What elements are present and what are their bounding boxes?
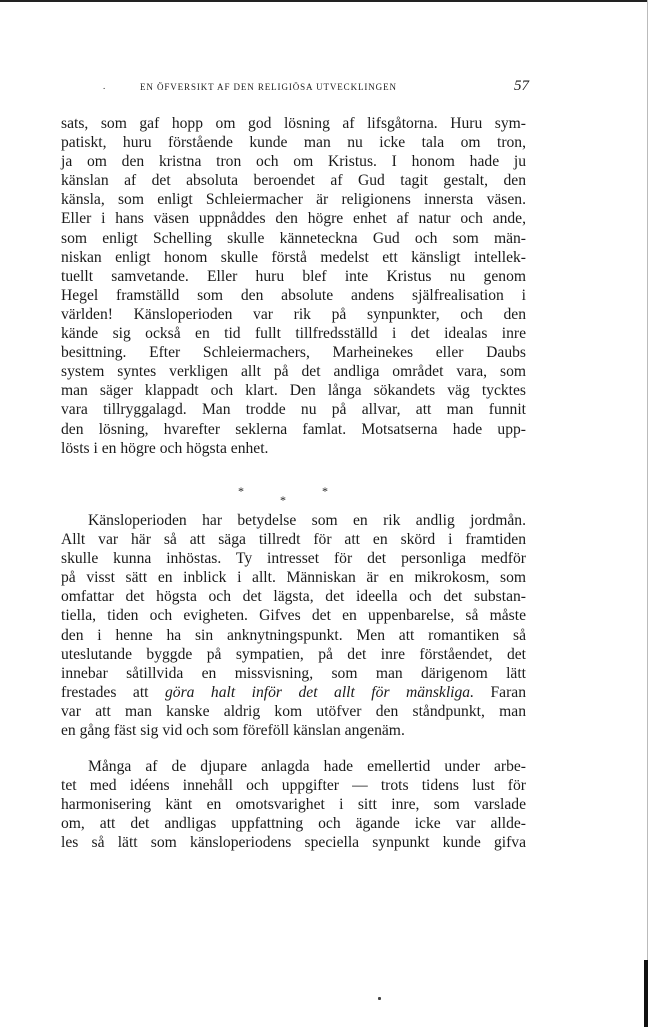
text-line: Eller i hans väsen uppnåddes den högre enhet af natur och ande,	[61, 210, 526, 228]
paragraph-3	[61, 757, 526, 852]
text-line: den lösning, hvarefter seklerna famlat. Motsatserna hade upp-	[61, 420, 526, 438]
top-border-rule	[0, 0, 648, 2]
section-separator	[230, 484, 340, 508]
print-speck	[378, 997, 381, 1000]
page-number: 57	[514, 78, 529, 94]
text-line: skulle kunna inhöstas. Ty intresset för det personliga medför	[61, 550, 526, 568]
text-line: ja om den kristna tron och om Kristus. I honom hade ju	[61, 153, 526, 171]
text-line: patiskt, huru förstående kunde man nu icke tala om tron,	[61, 134, 526, 152]
page-edge-shadow	[644, 960, 648, 1027]
text-line: besittning. Efter Schleiermachers, Marheinekes eller Daubs	[61, 344, 526, 362]
text-line: kände sig också en tid fullt tillfredsställd i det idealas inre	[61, 325, 526, 343]
text-line: vara tillryggalagd. Man trodde nu på allvar, att man funnit	[61, 401, 526, 419]
text-line	[61, 683, 526, 702]
text-line: som enligt Schelling skulle känneteckna Gud och som män-	[61, 229, 526, 247]
text-line: en gång fäst sig vid och som föreföll känslan angenäm.	[61, 722, 405, 740]
text-line: innebar såtillvida en missvisning, som man därigenom lätt	[61, 664, 526, 682]
text-line: Många af de djupare anlagda hade emellertid under arbe-	[88, 758, 526, 775]
text-run: Faran	[474, 683, 526, 701]
text-line: på visst sätt en inblick i allt. Människan är en mikrokosm, som	[61, 569, 526, 587]
header-mark: .	[103, 81, 106, 91]
text-line: lösts i en högre och högsta enhet.	[61, 439, 269, 457]
text-line: världen! Känsloperioden var rik på synpunkter, och den	[61, 305, 526, 323]
text-line: sats, som gaf hopp om god lösning af lifsgåtorna. Huru sym-	[61, 115, 526, 132]
text-line: tuellt samvetande. Eller huru blef inte Kristus nu genom	[61, 267, 526, 285]
text-line: system syntes verkligen allt på det andliga området vara, som	[61, 363, 526, 381]
paragraph-2	[61, 511, 526, 740]
separator-star: *	[238, 484, 244, 498]
text-line: Hegel framställd som den absolute andens själfrealisation i	[61, 286, 526, 304]
text-run: frestades att	[61, 683, 165, 701]
text-line: omfattar det högsta och det lägsta, det ideella och det substan-	[61, 588, 526, 606]
text-line: les så lätt som känsloperiodens speciella synpunkt kunde gifva	[61, 834, 526, 852]
emphasis-run: göra halt inför det allt för mänskliga.	[164, 683, 474, 701]
text-line: känsla, som enligt Schleiermacher är religionens innersta väsen.	[61, 191, 526, 209]
text-line: tiella, tiden och evigheten. Gifves det en uppenbarelse, så måste	[61, 607, 526, 625]
text-line: den i henne ha sin anknytningspunkt. Men att romantiken så	[61, 626, 526, 644]
text-line: harmonisering känt en omotsvarighet i sitt inre, som varslade	[61, 796, 526, 814]
text-line: uteslutande byggde på sympatien, på det inre förståendet, det	[61, 645, 526, 663]
text-line: var att man kanske aldrig kom utöfver den ståndpunkt, man	[61, 702, 526, 720]
text-line: Känsloperioden har betydelse som en rik andlig jordmån.	[88, 512, 526, 529]
text-line: Allt var här så att säga tillredt för att en skörd i framtiden	[61, 531, 526, 549]
text-line: om, att det andligas uppfattning och ägande icke var allde-	[61, 815, 526, 833]
separator-star: *	[322, 484, 328, 498]
text-line: känslan af det absoluta beroendet af Gud tagit gestalt, den	[61, 172, 526, 190]
running-header: EN ÖFVERSIKT AF DEN RELIGIÖSA UTVECKLINGEN	[140, 82, 397, 92]
text-line: niskan enligt honom skulle förstå medelst ett känsligt intellek-	[61, 248, 526, 266]
text-line: man säger klappadt och klart. Den långa sökandets väg tycktes	[61, 382, 526, 400]
text-line: tet med idéens innehåll och uppgifter — trots tidens lust för	[61, 777, 526, 795]
paragraph-1	[61, 114, 526, 458]
separator-star: *	[280, 493, 286, 507]
